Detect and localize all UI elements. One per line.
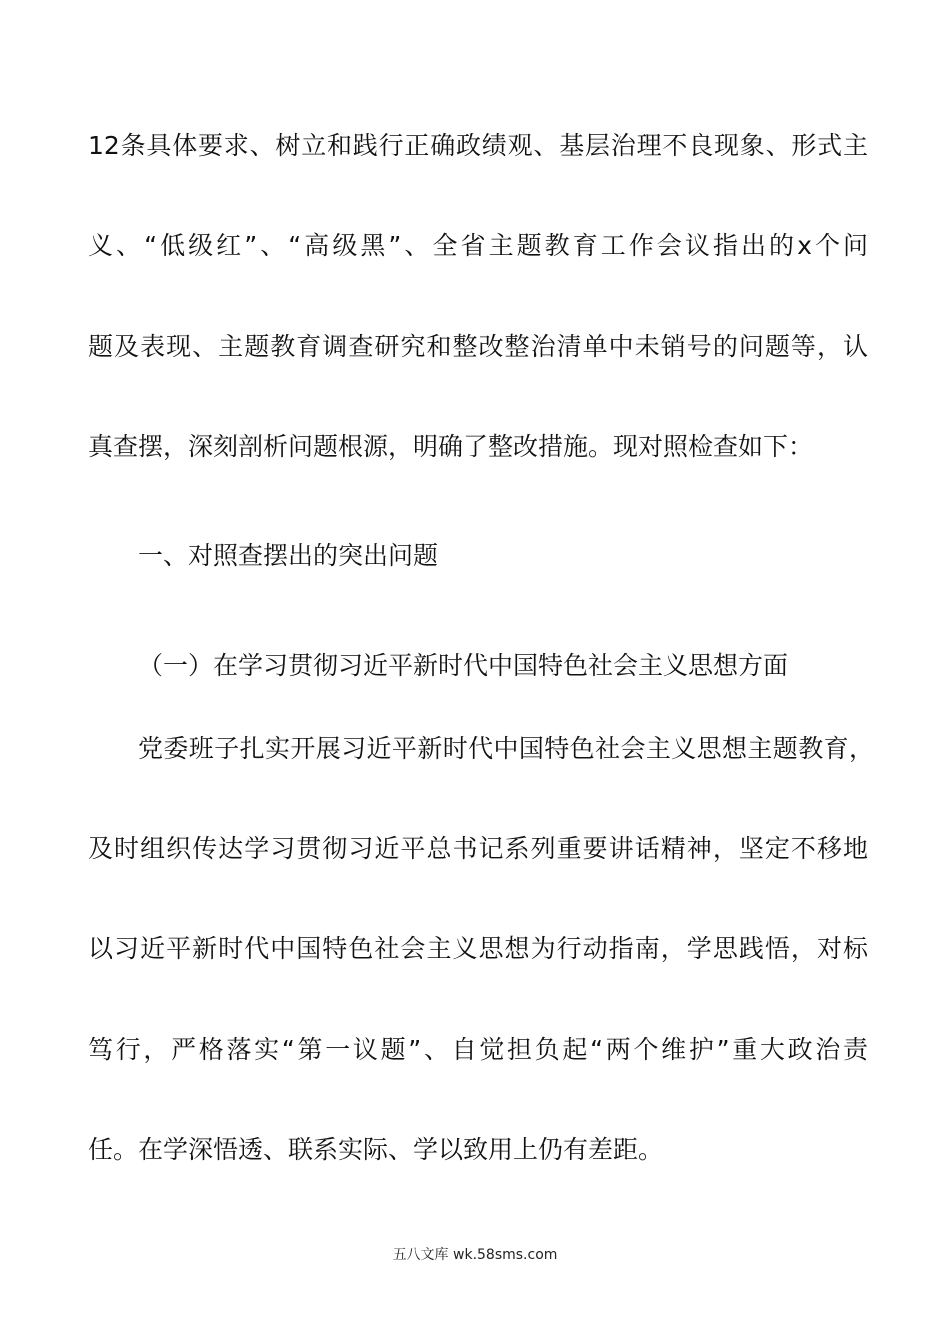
- body-text-line: 真查摆，深刻剖析问题根源，明确了整改措施。现对照检查如下：: [88, 432, 814, 461]
- body-text-line: 义、“低级红”、“高级黑”、全省主题教育工作会议指出的x个问: [88, 231, 868, 260]
- body-text-line: 12条具体要求、树立和践行正确政绩观、基层治理不良现象、形式主: [88, 131, 868, 160]
- body-text-line: 题及表现、主题教育调查研究和整改整治清单中未销号的问题等，认: [88, 332, 868, 361]
- body-text-line: 以习近平新时代中国特色社会主义思想为行动指南，学思践悟，对标: [88, 934, 868, 963]
- footer-watermark: 五八文库 wk.58sms.com: [392, 1247, 558, 1263]
- section-heading: 一、对照查摆出的突出问题: [138, 541, 439, 570]
- body-text-line: 笃行，严格落实“第一议题”、自觉担负起“两个维护”重大政治责: [88, 1035, 868, 1064]
- body-text-line: 任。在学深悟透、联系实际、学以致用上仍有差距。: [88, 1135, 664, 1164]
- subsection-heading: （一）在学习贯彻习近平新时代中国特色社会主义思想方面: [138, 651, 789, 680]
- body-text-line: 党委班子扎实开展习近平新时代中国特色社会主义思想主题教育，: [138, 734, 874, 763]
- body-text-line: 及时组织传达学习贯彻习近平总书记系列重要讲话精神，坚定不移地: [88, 834, 868, 863]
